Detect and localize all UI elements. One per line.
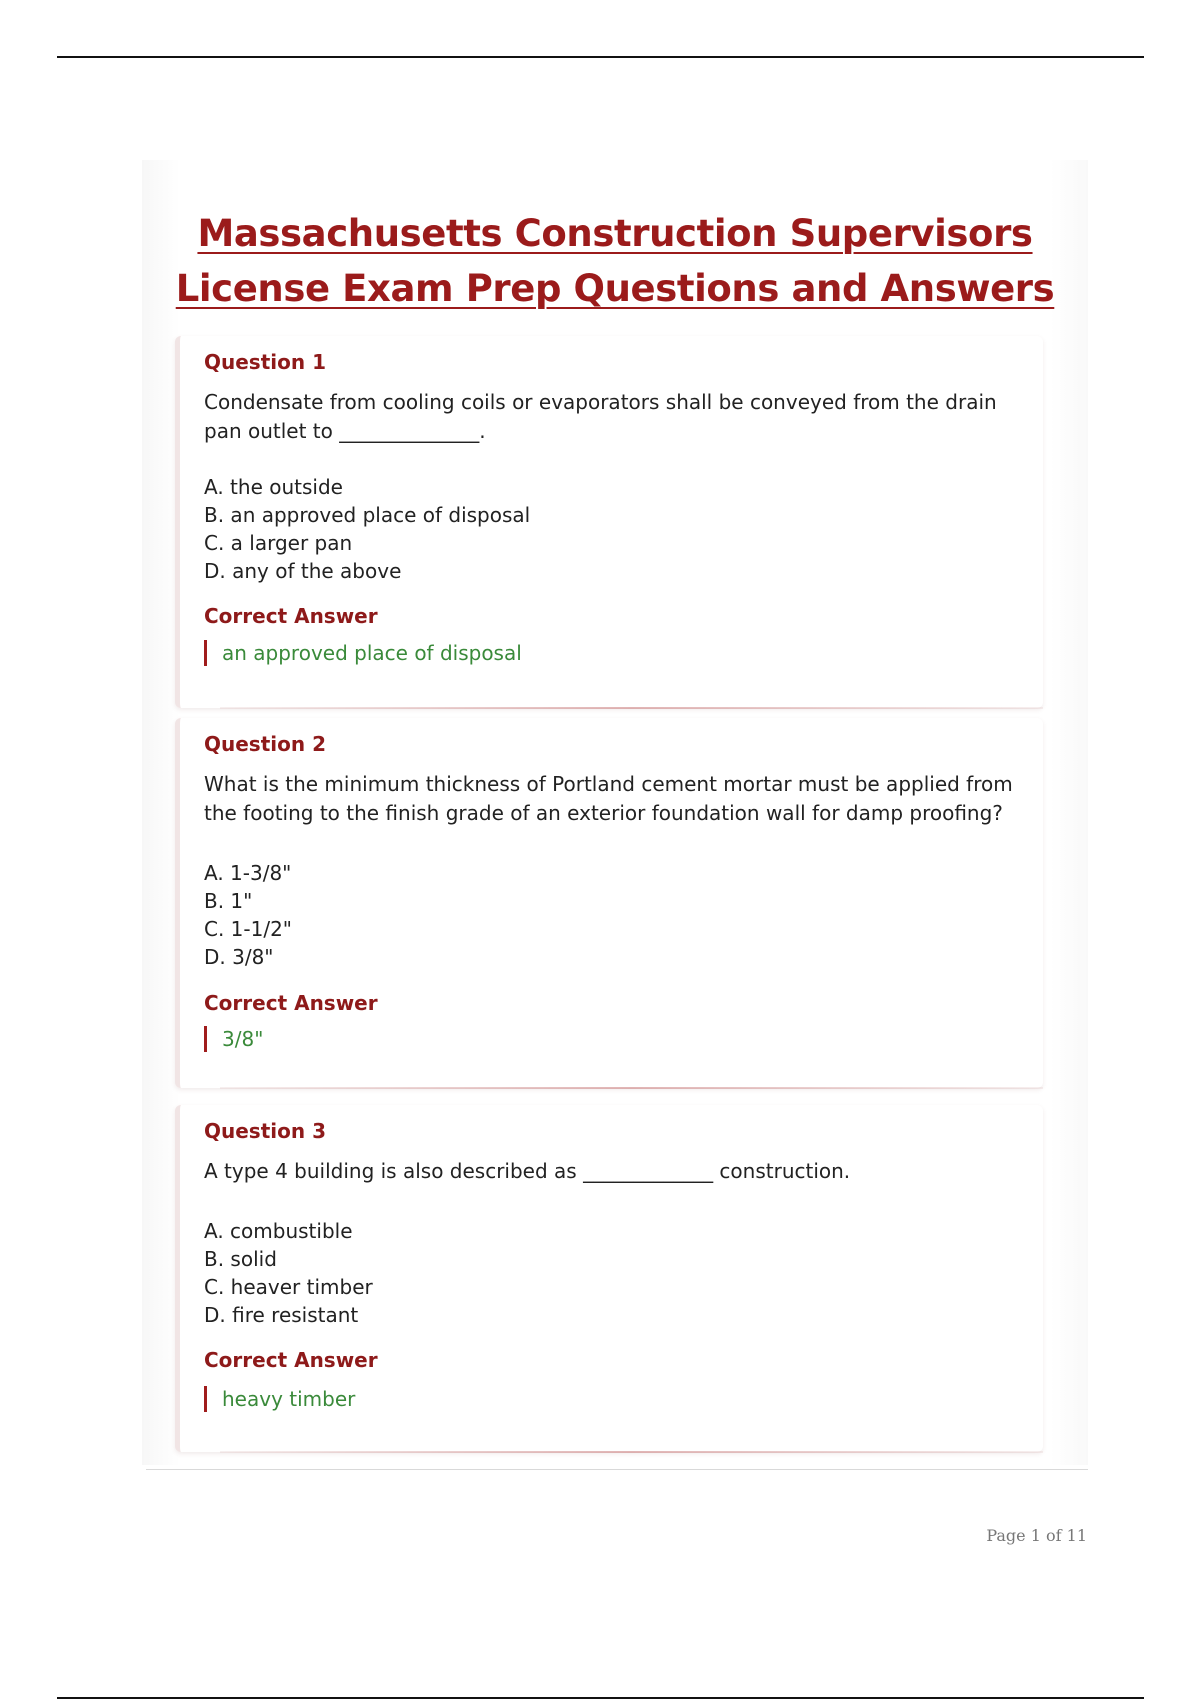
document-title: Massachusetts Construction Supervisors License Exam Prep Questions and Answers [175, 212, 1055, 310]
correct-answer-label: Correct Answer [204, 1348, 378, 1372]
option-d: D. any of the above [204, 559, 402, 583]
option-c: C. 1-1/2" [204, 917, 293, 941]
bottom-rule [57, 1697, 1144, 1699]
answer-options [204, 859, 292, 971]
question-text: A type 4 building is also described as _____________ construction. [204, 1159, 851, 1183]
question-text: Condensate from cooling coils or evaporators shall be conveyed from the drain pan outlet to ______________. [204, 390, 997, 443]
option-a: A. combustible [204, 1219, 353, 1243]
correct-answer-label: Correct Answer [204, 604, 378, 628]
option-a: A. the outside [204, 475, 343, 499]
correct-answer-value: an approved place of disposal [204, 640, 522, 666]
correct-answer-label: Correct Answer [204, 991, 378, 1015]
correct-answer-value: 3/8" [204, 1026, 263, 1052]
option-d: D. fire resistant [204, 1303, 359, 1327]
option-d: D. 3/8" [204, 945, 274, 969]
question-label: Question 3 [204, 1119, 326, 1143]
question-label: Question 2 [204, 732, 326, 756]
option-b: B. solid [204, 1247, 277, 1271]
question-label: Question 1 [204, 350, 326, 374]
footer-divider [146, 1469, 1088, 1470]
option-a: A. 1-3/8" [204, 861, 292, 885]
question-card-1 [175, 336, 1043, 708]
correct-answer-value: heavy timber [204, 1386, 355, 1412]
question-text: What is the minimum thickness of Portland cement mortar must be applied from the footing to the finish grade of an exterior foundation wall for damp proofing? [204, 772, 1013, 825]
option-c: C. a larger pan [204, 531, 353, 555]
question-card-2 [175, 718, 1043, 1088]
answer-options [204, 1217, 373, 1329]
top-rule [57, 56, 1144, 58]
question-card-3 [175, 1105, 1043, 1452]
answer-options [204, 473, 530, 585]
option-b: B. 1" [204, 889, 253, 913]
page-number: Page 1 of 11 [986, 1526, 1087, 1545]
option-c: C. heaver timber [204, 1275, 373, 1299]
option-b: B. an approved place of disposal [204, 503, 531, 527]
